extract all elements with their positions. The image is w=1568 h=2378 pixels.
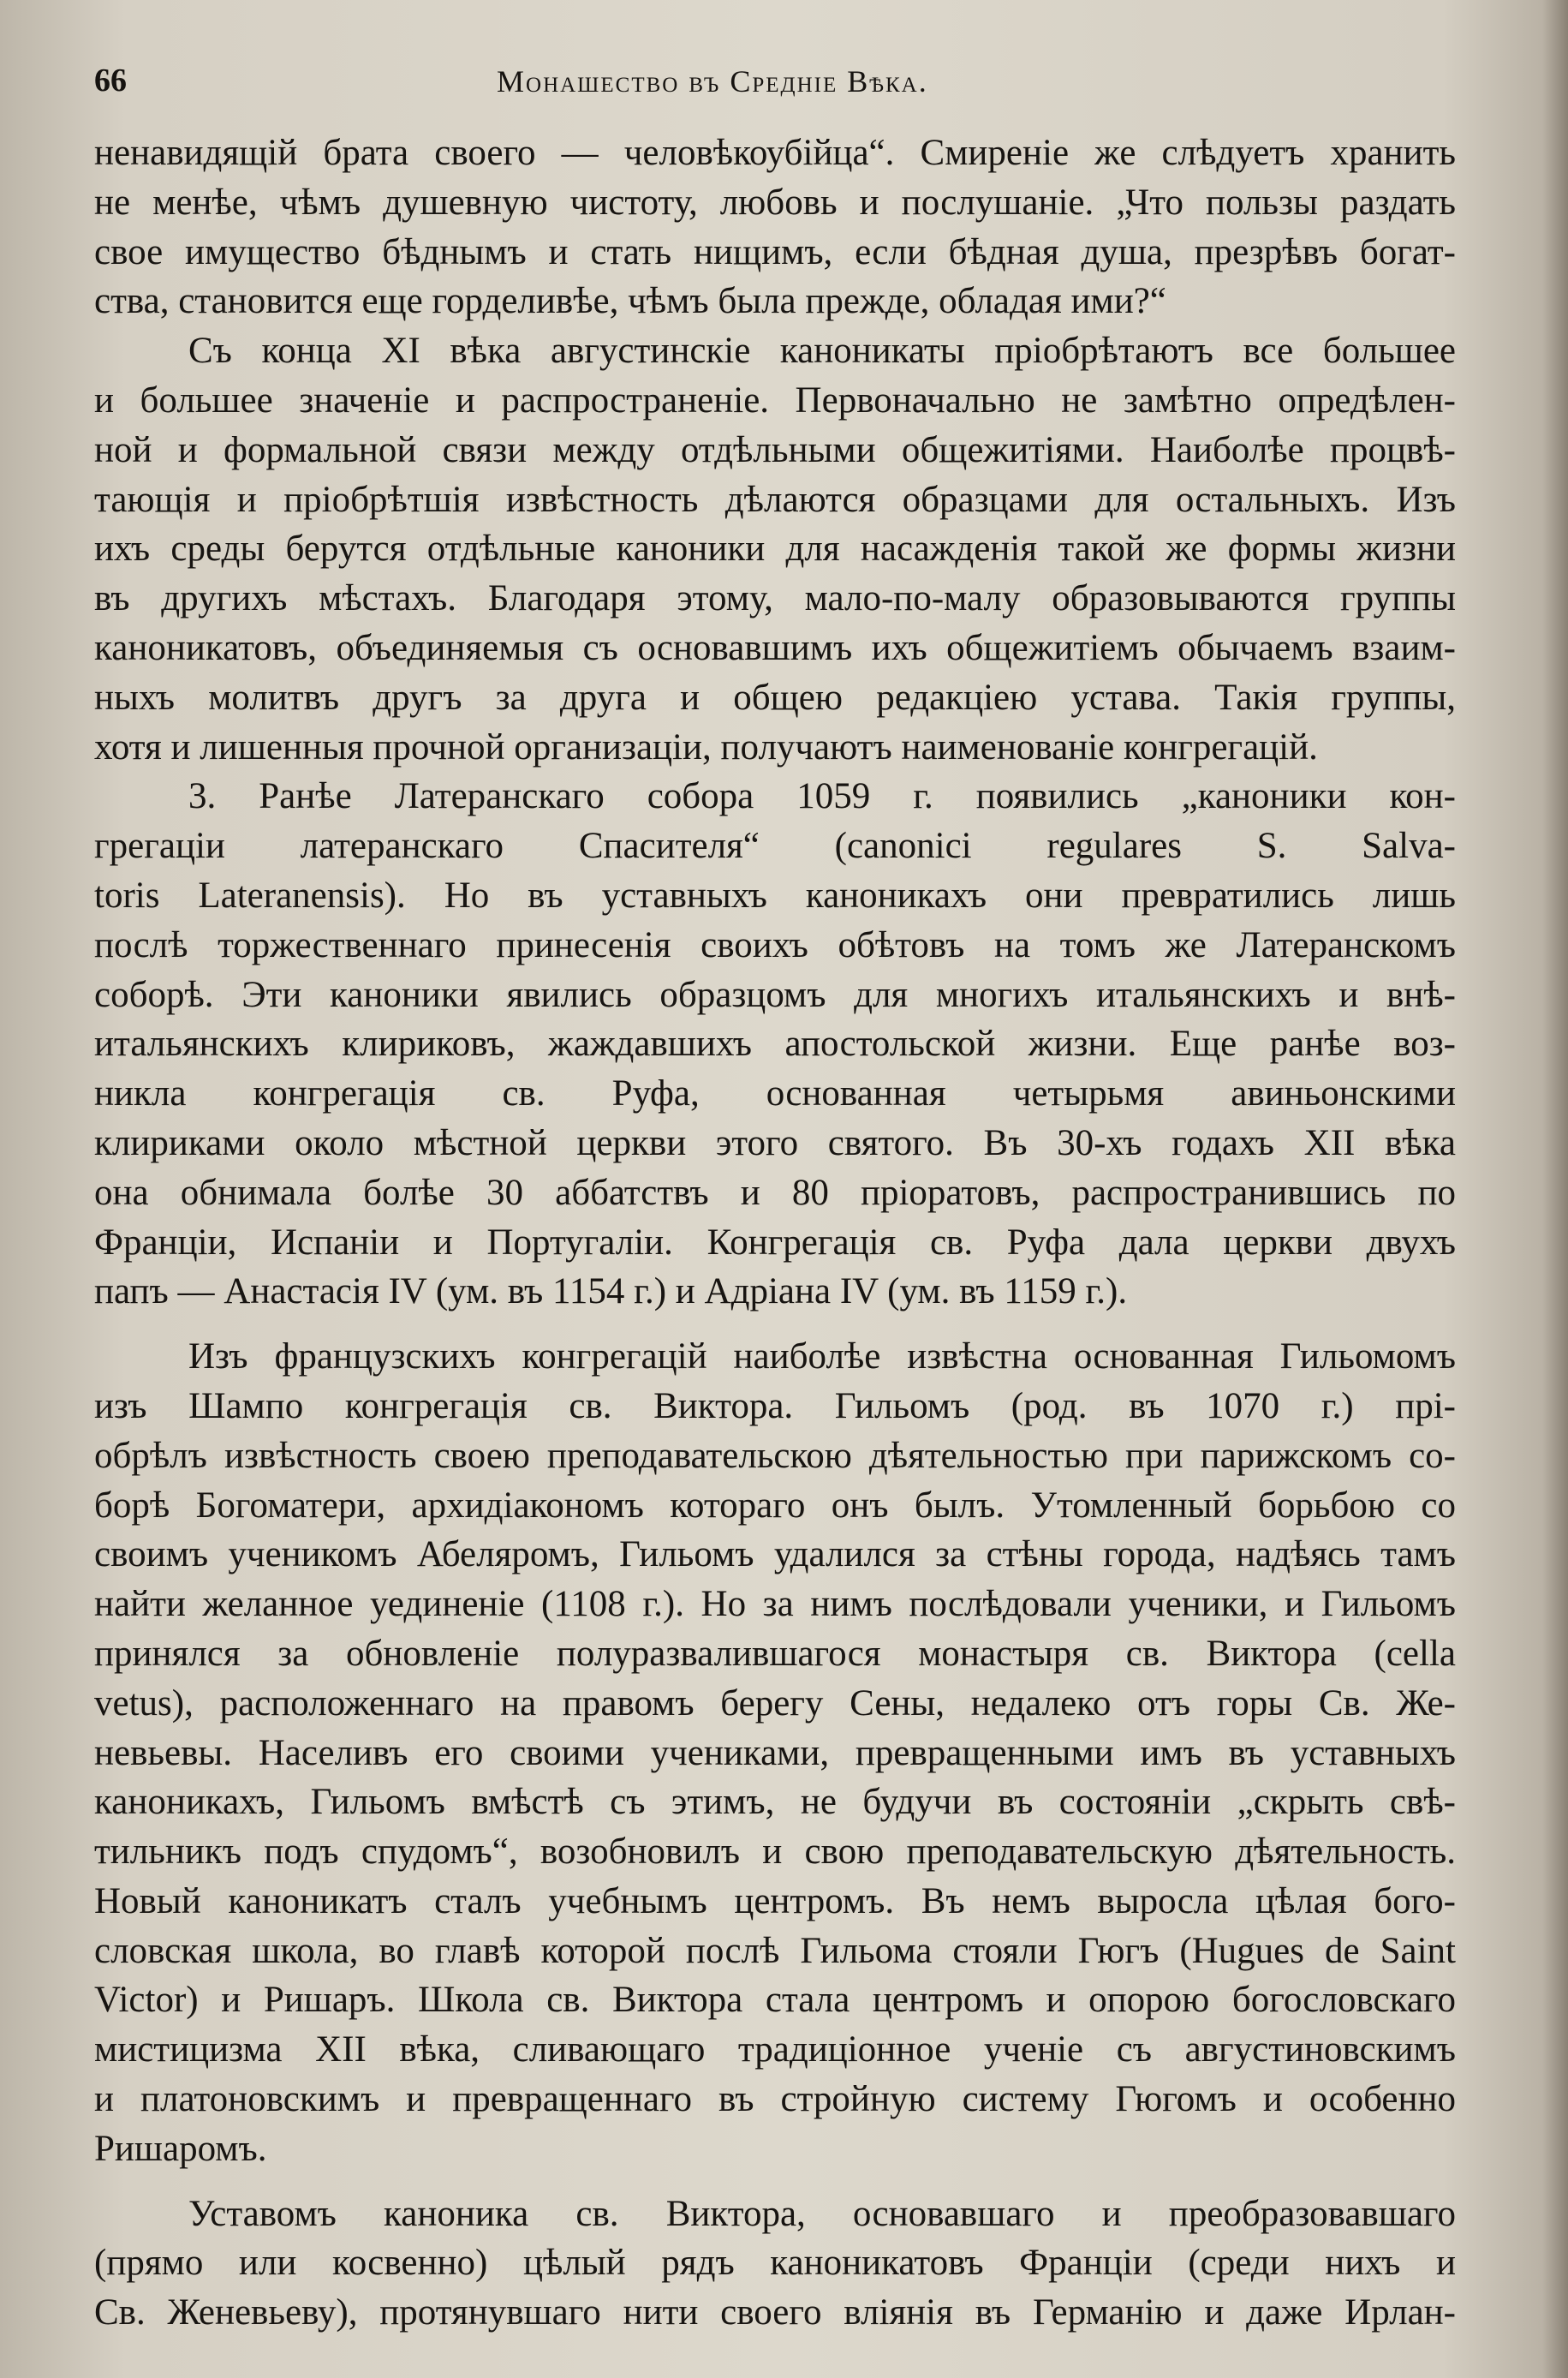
text-line: Victor) и Ришаръ. Школа св. Виктора стала центромъ и опорою богословскаго <box>94 1980 1456 2021</box>
paragraph-4 <box>94 1332 1456 2174</box>
text-line: хотя и лишенныя прочной организаціи, получаютъ наименованіе конгрегацій. <box>94 726 1318 768</box>
text-line: Уставомъ каноника св. Виктора, основавшаго и преобразовавшаго <box>188 2193 1456 2234</box>
text-line: Св. Женевьеву), протянувшаго нити своего вліянія въ Германію и даже Ирлан- <box>94 2292 1456 2333</box>
text-line: никла конгрегація св. Руфа, основанная четырьмя авиньонскими <box>94 1073 1456 1114</box>
text-line: тающія и пріобрѣтшія извѣстность дѣлаются образцами для остальныхъ. Изъ <box>94 479 1456 520</box>
text-line: грегаціи латеранскаго Спасителя“ (canonici regulares S. Salva- <box>94 826 1456 867</box>
text-line: ихъ среды берутся отдѣльные каноники для насажденія такой же формы жизни <box>94 529 1456 570</box>
text-line: Изъ французскихъ конгрегацій наиболѣе извѣстна основанная Гильомомъ <box>188 1336 1456 1377</box>
paragraph-5 <box>94 2190 1456 2338</box>
page-number: 66 <box>94 63 127 99</box>
running-title: Монашество въ Средніе Вѣка. <box>497 64 928 99</box>
text-line: послѣ торжественнаго принесенія своихъ обѣтовъ на томъ же Латеранскомъ <box>94 924 1456 965</box>
text-line: ненавидящій брата своего — человѣкоубійца“. Смиреніе же слѣдуетъ хранить <box>94 133 1456 173</box>
text-line: изъ Шампо конгрегація св. Виктора. Гильомъ (род. въ 1070 г.) прі- <box>94 1385 1456 1426</box>
text-line: соборѣ. Эти каноники явились образцомъ для многихъ итальянскихъ и внѣ- <box>94 974 1456 1015</box>
text-line: каноникахъ, Гильомъ вмѣстѣ съ этимъ, не будучи въ состояніи „скрыть свѣ- <box>94 1782 1456 1823</box>
text-line: и платоновскимъ и превращеннаго въ стройную систему Гюгомъ и особенно <box>94 2079 1456 2120</box>
text-line: 3. Ранѣе Латеранскаго собора 1059 г. появились „каноники кон- <box>188 776 1456 817</box>
text-line: (прямо или косвенно) цѣлый рядъ каноникатовъ Франціи (среди нихъ и <box>94 2243 1456 2284</box>
text-line: борѣ Богоматери, архидіакономъ котораго онъ былъ. Утомленный борьбою со <box>94 1485 1456 1526</box>
body-text <box>94 128 1456 2338</box>
page-header <box>94 62 1464 113</box>
text-line: найти желанное уединеніе (1108 г.). Но за нимъ послѣдовали ученики, и Гильомъ <box>94 1584 1456 1625</box>
text-line: мистицизма XII вѣка, сливающаго традиціонное ученіе съ августиновскимъ <box>94 2029 1456 2070</box>
text-line: Франціи, Испаніи и Португаліи. Конгрегація св. Руфа дала церкви двухъ <box>94 1222 1456 1263</box>
text-line: принялся за обновленіе полуразвалившагося монастыря св. Виктора (cella <box>94 1633 1456 1674</box>
text-line: Новый каноникатъ сталъ учебнымъ центромъ. Въ немъ выросла цѣлая бого- <box>94 1880 1456 1921</box>
text-line: каноникатовъ, объединяемыя съ основавшимъ ихъ общежитіемъ обычаемъ взаим- <box>94 627 1456 668</box>
text-line: папъ — Анастасія IV (ум. въ 1154 г.) и Адріана IV (ум. въ 1159 г.). <box>94 1271 1128 1312</box>
text-line: въ другихъ мѣстахъ. Благодаря этому, мало-по-малу образовываются группы <box>94 578 1456 619</box>
text-line: не менѣе, чѣмъ душевную чистоту, любовь и послушаніе. „Что пользы раздать <box>94 182 1456 223</box>
text-line: итальянскихъ клириковъ, жаждавшихъ апостольской жизни. Еще ранѣе воз- <box>94 1024 1456 1065</box>
text-line: она обнимала болѣе 30 аббатствъ и 80 пріоратовъ, распространившись по <box>94 1172 1456 1213</box>
text-line: ныхъ молитвъ другъ за друга и общею редакціею устава. Такія группы, <box>94 677 1456 718</box>
text-line: и большее значеніе и распространеніе. Первоначально не замѣтно опредѣлен- <box>94 379 1456 421</box>
text-line: тильникъ подъ спудомъ“, возобновилъ и свою преподавательскую дѣятельность. <box>94 1831 1456 1873</box>
text-line: невьевы. Населивъ его своими учениками, превращенными имъ въ уставныхъ <box>94 1732 1456 1773</box>
text-line: своимъ ученикомъ Абеляромъ, Гильомъ удалился за стѣны города, надѣясь тамъ <box>94 1534 1456 1575</box>
text-line: vetus), расположеннаго на правомъ берегу Сены, недалеко отъ горы Св. Же- <box>94 1682 1456 1724</box>
text-line: словская школа, во главѣ которой послѣ Гильома стояли Гюгъ (Hugues de Saint <box>94 1930 1456 1971</box>
paragraph-2 <box>94 326 1456 772</box>
text-line: свое имущество бѣднымъ и стать нищимъ, если бѣдная душа, презрѣвъ богат- <box>94 231 1456 272</box>
text-line: обрѣлъ извѣстность своею преподавательскою дѣятельностью при парижскомъ со- <box>94 1435 1456 1476</box>
text-line: Съ конца XI вѣка августинскіе каноникаты пріобрѣтаютъ все большее <box>188 331 1456 372</box>
text-line: toris Lateranensis). Но въ уставныхъ каноникахъ они превратились лишь <box>94 875 1456 916</box>
paragraph-1 <box>94 128 1456 326</box>
paragraph-3 <box>94 772 1456 1317</box>
text-line: ной и формальной связи между отдѣльными общежитіями. Наиболѣе процвѣ- <box>94 429 1456 470</box>
text-line: ства, становится еще горделивѣе, чѣмъ была прежде, обладая ими?“ <box>94 281 1166 322</box>
text-line: клириками около мѣстной церкви этого святого. Въ 30-хъ годахъ XII вѣка <box>94 1122 1456 1163</box>
text-line: Ришаромъ. <box>94 2128 267 2169</box>
